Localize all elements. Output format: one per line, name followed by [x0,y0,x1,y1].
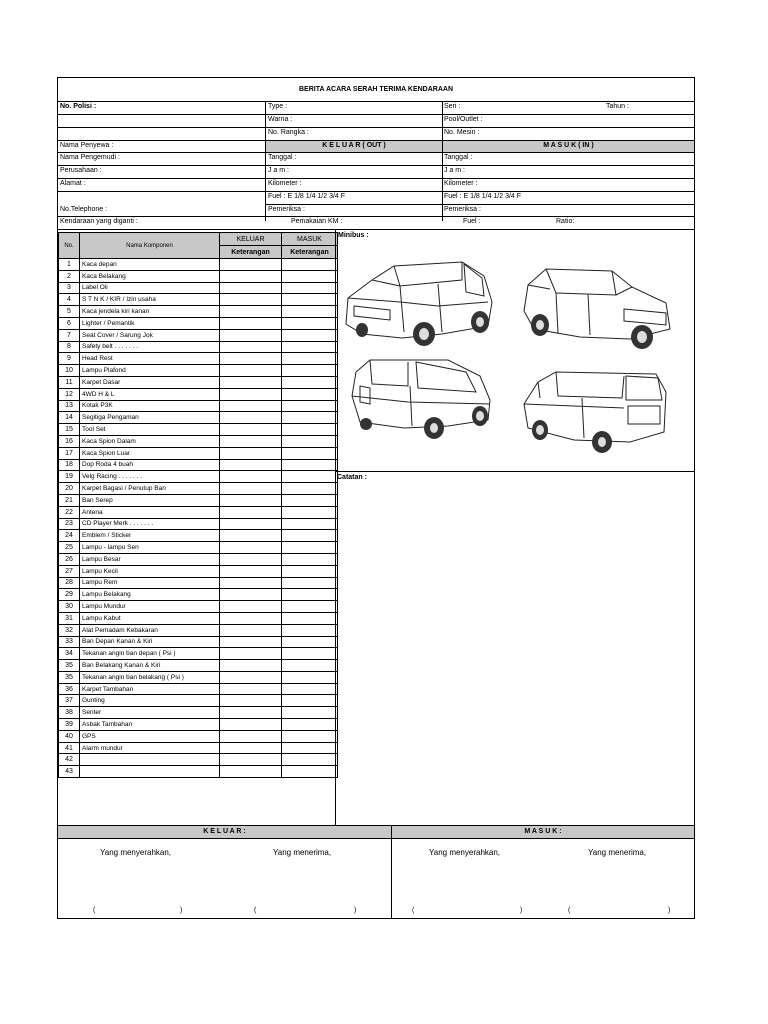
table-row [59,471,338,483]
masuk-check-cell[interactable] [282,341,338,353]
masuk-check-cell[interactable] [282,412,338,424]
alamat-label: Alamat : [60,180,86,187]
tahun-label: Tahun : [606,103,629,110]
warna-label: Warna : [268,116,293,123]
masuk-check-cell[interactable] [282,601,338,613]
keluar-check-cell[interactable] [220,542,282,554]
component-name: Ban Belakang Kanan & Kiri [80,660,220,672]
masuk-check-cell[interactable] [282,766,338,778]
masuk-check-cell[interactable] [282,542,338,554]
keluar-check-cell[interactable] [220,565,282,577]
component-name: Lampu Belakang [80,589,220,601]
component-name: Gunting [80,695,220,707]
type-label: Type : [268,103,288,110]
keluar-check-cell[interactable] [220,435,282,447]
row-number: 2 [59,270,80,282]
car-rear-right-view [518,368,674,456]
pool-outlet-label: Pool/Outlet : [444,116,483,123]
sig-masuk-2-open: ( [568,907,571,914]
component-name: Kaca Spion Luar [80,447,220,459]
keluar-check-cell[interactable] [220,494,282,506]
table-row [59,766,338,778]
jam-out-label: J a m : [268,167,290,174]
component-name: Lampu - lampu Sen [80,542,220,554]
nama-penyewa-label: Nama Penyewa : [60,142,114,149]
keluar-check-cell[interactable] [220,388,282,400]
keluar-check-cell[interactable] [220,365,282,377]
row-number: 35 [59,660,80,672]
component-name: Lampu Plafond [80,365,220,377]
row-number: 9 [59,353,80,365]
row-number: 17 [59,447,80,459]
table-row [59,695,338,707]
component-name: Tool Set [80,424,220,436]
row-number: 4 [59,294,80,306]
component-name: Kaca Belakang [80,270,220,282]
row-number: 24 [59,530,80,542]
row-number: 13 [59,400,80,412]
table-row [59,648,338,660]
row-number: 42 [59,754,80,766]
tanggal-in-label: Tanggal : [444,154,473,161]
row-number: 11 [59,376,80,388]
keluar-check-cell[interactable] [220,553,282,565]
component-name: Senter [80,707,220,719]
keluar-check-cell[interactable] [220,766,282,778]
handover-form [57,77,695,919]
keluar-check-cell[interactable] [220,270,282,282]
row-number: 3 [59,282,80,294]
keluar-check-cell[interactable] [220,683,282,695]
keluar-check-cell[interactable] [220,636,282,648]
keluar-check-cell[interactable] [220,648,282,660]
masuk-check-cell[interactable] [282,400,338,412]
sig-masuk-1-open: ( [412,907,415,914]
component-name [80,754,220,766]
masuk-check-cell[interactable] [282,565,338,577]
row-number: 7 [59,329,80,341]
component-name: Seat Cover / Sarung Jok [80,329,220,341]
nama-pengemudi-label: Nama Pengemudi : [60,154,120,161]
row-number: 20 [59,483,80,495]
row-number: 5 [59,306,80,318]
keluar-check-cell[interactable] [220,624,282,636]
masuk-check-cell[interactable] [282,589,338,601]
col-keterangan-keluar: Keterangan [220,246,282,259]
component-name: Lampu Kabut [80,612,220,624]
row-number: 34 [59,648,80,660]
row-number: 12 [59,388,80,400]
masuk-check-cell[interactable] [282,329,338,341]
row-number: 21 [59,494,80,506]
table-row [59,660,338,672]
col-keterangan-masuk: Keterangan [282,246,338,259]
masuk-check-cell[interactable] [282,317,338,329]
table-row [59,294,338,306]
table-row [59,459,338,471]
masuk-check-cell[interactable] [282,270,338,282]
fuel-short-label: Fuel : [463,218,481,225]
masuk-check-cell[interactable] [282,624,338,636]
form-title: BERITA ACARA SERAH TERIMA KENDARAAN [299,86,453,93]
row-number: 6 [59,317,80,329]
component-name: Kaca Spion Dalam [80,435,220,447]
masuk-in-header: M A S U K ( IN ) [543,142,594,149]
seri-label: Seri : [444,103,461,110]
table-row [59,376,338,388]
masuk-check-cell[interactable] [282,282,338,294]
table-row [59,282,338,294]
masuk-check-cell[interactable] [282,671,338,683]
table-row [59,483,338,495]
component-name [80,766,220,778]
no-telephone-label: No.Telephone : [60,206,108,213]
keluar-check-cell[interactable] [220,530,282,542]
no-rangka-label: No. Rangka : [268,129,309,136]
component-name: Segitiga Pengaman [80,412,220,424]
keluar-check-cell[interactable] [220,459,282,471]
keluar-check-cell[interactable] [220,601,282,613]
keluar-check-cell[interactable] [220,518,282,530]
catatan-label: Catatan : [337,474,367,481]
keluar-check-cell[interactable] [220,612,282,624]
row-number: 31 [59,612,80,624]
row-number: 39 [59,719,80,731]
masuk-check-cell[interactable] [282,494,338,506]
keluar-check-cell[interactable] [220,329,282,341]
masuk-check-cell[interactable] [282,459,338,471]
table-row [59,624,338,636]
keluar-check-cell[interactable] [220,259,282,271]
keluar-yang-menyerahkan: Yang menyerahkan, [100,848,172,857]
component-name: Tekanan angin ban belakang ( Psi ) [80,671,220,683]
component-name: 4WD H & L [80,388,220,400]
table-row [59,259,338,271]
component-name: Head Rest [80,353,220,365]
fuel-out-label: Fuel : E 1/8 1/4 1/2 3/4 F [268,193,346,200]
keluar-check-cell[interactable] [220,589,282,601]
table-row [59,447,338,459]
car-front-left-view [342,256,498,348]
masuk-check-cell[interactable] [282,636,338,648]
component-name: S T N K / KIR / Izin usaha [80,294,220,306]
masuk-check-cell[interactable] [282,754,338,766]
table-row [59,388,338,400]
masuk-check-cell[interactable] [282,530,338,542]
keluar-check-cell[interactable] [220,294,282,306]
row-number: 36 [59,683,80,695]
masuk-check-cell[interactable] [282,294,338,306]
keluar-check-cell[interactable] [220,306,282,318]
table-row [59,329,338,341]
row-number: 38 [59,707,80,719]
footer-masuk-header: M A S U K : [524,828,562,835]
masuk-yang-menerima: Yang menerima, [588,848,647,857]
masuk-check-cell[interactable] [282,730,338,742]
sig-masuk-2-close: ) [668,907,671,914]
minibus-label: Minibus : [338,232,369,239]
row-number: 8 [59,341,80,353]
component-name: Kaca depan [80,259,220,271]
row-number: 43 [59,766,80,778]
component-name: Lampu Rem [80,577,220,589]
table-row [59,671,338,683]
row-number: 35 [59,671,80,683]
row-number: 33 [59,636,80,648]
keluar-check-cell[interactable] [220,730,282,742]
masuk-check-cell[interactable] [282,553,338,565]
masuk-check-cell[interactable] [282,376,338,388]
row-number: 28 [59,577,80,589]
kilometer-in-label: Kilometer : [444,180,478,187]
table-row [59,742,338,754]
component-name: Kaca jendela kiri kanan [80,306,220,318]
row-number: 40 [59,730,80,742]
keluar-check-cell[interactable] [220,282,282,294]
row-number: 37 [59,695,80,707]
row-number: 25 [59,542,80,554]
table-row [59,636,338,648]
keluar-check-cell[interactable] [220,671,282,683]
keluar-check-cell[interactable] [220,424,282,436]
row-number: 29 [59,589,80,601]
no-polisi-label: No. Polisi : [60,103,97,110]
component-name: Lampu Besar [80,553,220,565]
keluar-check-cell[interactable] [220,471,282,483]
masuk-check-cell[interactable] [282,683,338,695]
keluar-check-cell[interactable] [220,483,282,495]
fuel-in-label: Fuel : E 1/8 1/4 1/2 3/4 F [444,193,522,200]
table-row [59,719,338,731]
col-komponen-header: Nama Komponen [80,233,220,259]
keluar-check-cell[interactable] [220,742,282,754]
component-name: Tekanan angin ban depan ( Psi ) [80,648,220,660]
table-row [59,530,338,542]
masuk-check-cell[interactable] [282,518,338,530]
keluar-check-cell[interactable] [220,719,282,731]
component-name: Karpet Bagasi / Penutup Ban [80,483,220,495]
component-name: Lampu Kecil [80,565,220,577]
keluar-check-cell[interactable] [220,577,282,589]
row-number: 26 [59,553,80,565]
component-name: Dop Roda 4 buah [80,459,220,471]
masuk-check-cell[interactable] [282,353,338,365]
table-row [59,341,338,353]
masuk-check-cell[interactable] [282,506,338,518]
row-number: 22 [59,506,80,518]
component-name: Label Oli [80,282,220,294]
table-row [59,518,338,530]
table-row [59,412,338,424]
masuk-check-cell[interactable] [282,577,338,589]
component-table [58,232,338,778]
keluar-check-cell[interactable] [220,400,282,412]
sig-keluar-2-close: ) [354,907,357,914]
table-row [59,435,338,447]
masuk-check-cell[interactable] [282,259,338,271]
pemeriksa-in-label: Pemeriksa : [444,206,481,213]
pemeriksa-out-label: Pemeriksa : [268,206,305,213]
keluar-yang-menerima: Yang menerima, [273,848,332,857]
masuk-check-cell[interactable] [282,447,338,459]
jam-in-label: J a m : [444,167,466,174]
keluar-check-cell[interactable] [220,447,282,459]
ratio-label: Ratio: [556,218,575,225]
table-row [59,400,338,412]
masuk-check-cell[interactable] [282,365,338,377]
pemakaian-km-label: Pemakaian KM : [291,218,343,225]
masuk-check-cell[interactable] [282,719,338,731]
table-row [59,612,338,624]
row-number: 14 [59,412,80,424]
component-name: Antena [80,506,220,518]
keluar-check-cell[interactable] [220,317,282,329]
masuk-check-cell[interactable] [282,660,338,672]
table-row [59,353,338,365]
masuk-yang-menyerahkan: Yang menyerahkan, [429,848,501,857]
keluar-check-cell[interactable] [220,695,282,707]
component-name: Karpet Tambahan [80,683,220,695]
keluar-check-cell[interactable] [220,707,282,719]
masuk-check-cell[interactable] [282,435,338,447]
keluar-check-cell[interactable] [220,754,282,766]
masuk-check-cell[interactable] [282,742,338,754]
table-row [59,270,338,282]
masuk-check-cell[interactable] [282,471,338,483]
row-number: 23 [59,518,80,530]
component-name: Emblem / Sticker [80,530,220,542]
row-number: 10 [59,365,80,377]
car-front-right-view [520,263,674,355]
table-row [59,317,338,329]
kilometer-out-label: Kilometer : [268,180,302,187]
row-number: 32 [59,624,80,636]
sig-masuk-1-close: ) [520,907,523,914]
masuk-check-cell[interactable] [282,483,338,495]
masuk-check-cell[interactable] [282,306,338,318]
keluar-out-header: K E L U A R ( OUT ) [322,142,386,149]
component-name: GPS [80,730,220,742]
car-rear-left-view [348,356,496,442]
keluar-check-cell[interactable] [220,376,282,388]
masuk-check-cell[interactable] [282,707,338,719]
component-name: CD Player Merk . . . . . . . [80,518,220,530]
table-row [59,542,338,554]
col-masuk-header: MASUK [282,233,338,246]
table-row [59,565,338,577]
component-name: Alat Pemadam Kebakaran [80,624,220,636]
col-no-header: No. [59,233,80,259]
table-row [59,730,338,742]
component-name: Lampu Mundur [80,601,220,613]
table-row [59,494,338,506]
table-row [59,754,338,766]
row-number: 41 [59,742,80,754]
masuk-check-cell[interactable] [282,612,338,624]
table-row [59,707,338,719]
table-row [59,601,338,613]
row-number: 30 [59,601,80,613]
component-name: Alarm mundur [80,742,220,754]
table-row [59,553,338,565]
masuk-check-cell[interactable] [282,695,338,707]
perusahaan-label: Perusahaan : [60,167,102,174]
row-number: 27 [59,565,80,577]
row-number: 1 [59,259,80,271]
keluar-check-cell[interactable] [220,412,282,424]
keluar-check-cell[interactable] [220,341,282,353]
table-row [59,589,338,601]
row-number: 18 [59,459,80,471]
row-number: 19 [59,471,80,483]
tanggal-out-label: Tanggal : [268,154,297,161]
table-row [59,506,338,518]
component-name: Kotak P3K [80,400,220,412]
sig-keluar-1-open: ( [93,907,96,914]
sig-keluar-1-close: ) [180,907,183,914]
no-mesin-label: No. Mesin : [444,129,480,136]
component-name: Ban Serep [80,494,220,506]
masuk-check-cell[interactable] [282,388,338,400]
table-row [59,424,338,436]
table-row [59,306,338,318]
table-row [59,577,338,589]
table-row [59,683,338,695]
component-name: Ban Depan Kanan & Kiri [80,636,220,648]
kendaraan-diganti-label: Kendaraan yang diganti : [60,218,138,225]
keluar-check-cell[interactable] [220,353,282,365]
component-name: Safety belt . . . . . . . [80,341,220,353]
row-number: 15 [59,424,80,436]
keluar-check-cell[interactable] [220,506,282,518]
footer-keluar-header: K E L U A R : [203,828,246,835]
keluar-check-cell[interactable] [220,660,282,672]
masuk-check-cell[interactable] [282,648,338,660]
component-name: Asbak Tambahan [80,719,220,731]
masuk-check-cell[interactable] [282,424,338,436]
component-name: Velg Racing . . . . . . . [80,471,220,483]
table-row [59,365,338,377]
row-number: 16 [59,435,80,447]
sig-keluar-2-open: ( [254,907,257,914]
component-name: Karpet Dasar [80,376,220,388]
component-name: Lighter / Pemantik [80,317,220,329]
col-keluar-header: KELUAR [220,233,282,246]
